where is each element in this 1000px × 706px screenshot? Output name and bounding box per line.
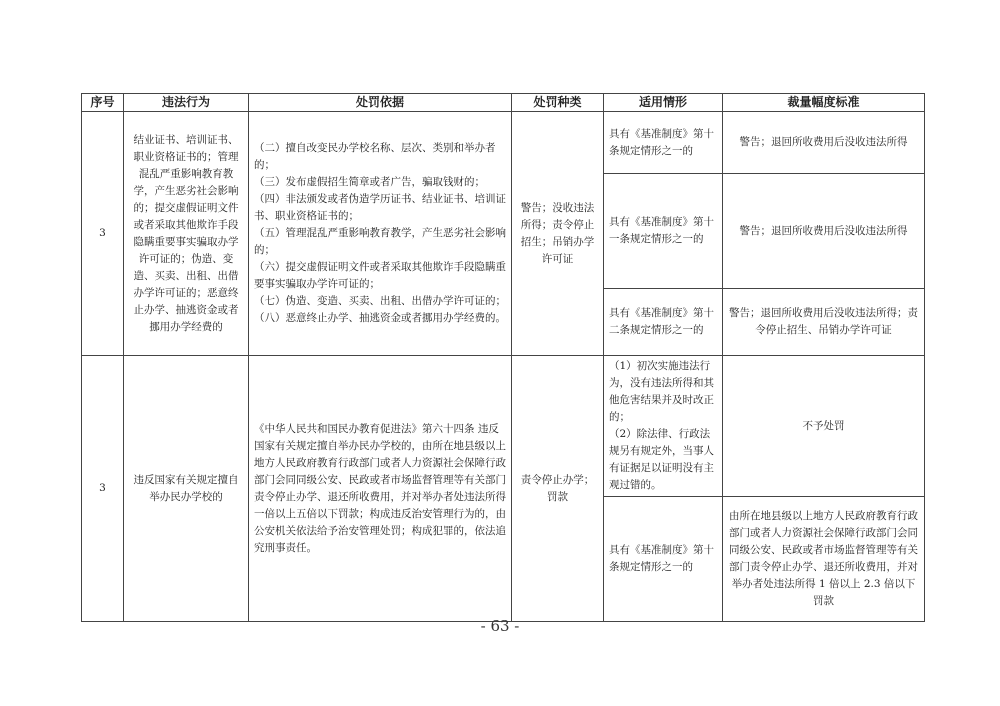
- table-row: [82, 356, 925, 497]
- row-seq: 3: [82, 112, 124, 356]
- row-situation: 具有《基准制度》第十条规定情形之一的: [604, 497, 723, 622]
- row-situation: 具有《基准制度》第十条规定情形之一的: [604, 112, 723, 174]
- row-violation: 违反国家有关规定擅自举办民办学校的: [124, 356, 249, 622]
- row-situation: （1）初次实施违法行为，没有违法所得和其他危害结果并及时改正的； （2）除法律、行政法规另有规定外，当事人有证据足以证明没有主观过错的。: [604, 356, 723, 497]
- header-penalty-type: 处罚种类: [512, 94, 604, 112]
- row-basis: （二）擅自改变民办学校名称、层次、类别和举办者的； （三）发布虚假招生简章或者广告，骗取钱财的； （四）非法颁发或者伪造学历证书、结业证书、培训证书、职业资格证书的； （五）管理混乱严重影响教育教学，产生恶劣社会影响的； （六）提交虚假证明文件或者采取其他欺诈手段隐瞒重要事实骗取办学许可证的； （七）伪造、变造、买卖、出租、出借办学许可证的； （八）恶意终止办学、抽逃资金或者挪用办学经费的。: [249, 112, 512, 356]
- row-situation: 具有《基准制度》第十二条规定情形之一的: [604, 289, 723, 356]
- row-penalty-type: 责令停止办学；罚款: [512, 356, 604, 622]
- header-situation: 适用情形: [604, 94, 723, 112]
- row-violation: 结业证书、培训证书、职业资格证书的；管理混乱严重影响教育教学，产生恶劣社会影响的；提交虚假证明文件或者采取其他欺诈手段隐瞒重要事实骗取办学许可证的；伪造、变造、买卖、出租、出借办学许可证的；恶意终止办学、抽逃资金或者挪用办学经费的: [124, 112, 249, 356]
- header-violation: 违法行为: [124, 94, 249, 112]
- row-standard: 由所在地县级以上地方人民政府教育行政部门或者人力资源社会保障行政部门会同同级公安、民政或者市场监督管理等有关部门责令停止办学、退还所收费用，并对举办者处违法所得 1 倍以上 2.3 倍以下罚款: [723, 497, 925, 622]
- table-row: [82, 112, 925, 174]
- header-seq: 序号: [82, 94, 124, 112]
- row-standard: 警告；退回所收费用后没收违法所得: [723, 112, 925, 174]
- row-penalty-type: 警告；没收违法所得；责令停止招生；吊销办学许可证: [512, 112, 604, 356]
- row-standard: 不予处罚: [723, 356, 925, 497]
- header-standard: 裁量幅度标准: [723, 94, 925, 112]
- row-seq: 3: [82, 356, 124, 622]
- row-standard: 警告；退回所收费用后没收违法所得；责令停止招生、吊销办学许可证: [723, 289, 925, 356]
- table-header-row: [82, 94, 925, 112]
- row-standard: 警告；退回所收费用后没收违法所得: [723, 174, 925, 289]
- penalty-standards-table: [81, 93, 925, 622]
- row-basis: 《中华人民共和国民办教育促进法》第六十四条 违反国家有关规定擅自举办民办学校的，由所在地县级以上地方人民政府教育行政部门或者人力资源社会保障行政部门会同同级公安、民政或者市场监督管理等有关部门责令停止办学、退还所收费用，并对举办者处违法所得一倍以上五倍以下罚款；构成违反治安管理行为的，由公安机关依法给予治安管理处罚；构成犯罪的，依法追究刑事责任。: [249, 356, 512, 622]
- page-number: - 63 -: [480, 617, 520, 635]
- header-basis: 处罚依据: [249, 94, 512, 112]
- row-situation: 具有《基准制度》第十一条规定情形之一的: [604, 174, 723, 289]
